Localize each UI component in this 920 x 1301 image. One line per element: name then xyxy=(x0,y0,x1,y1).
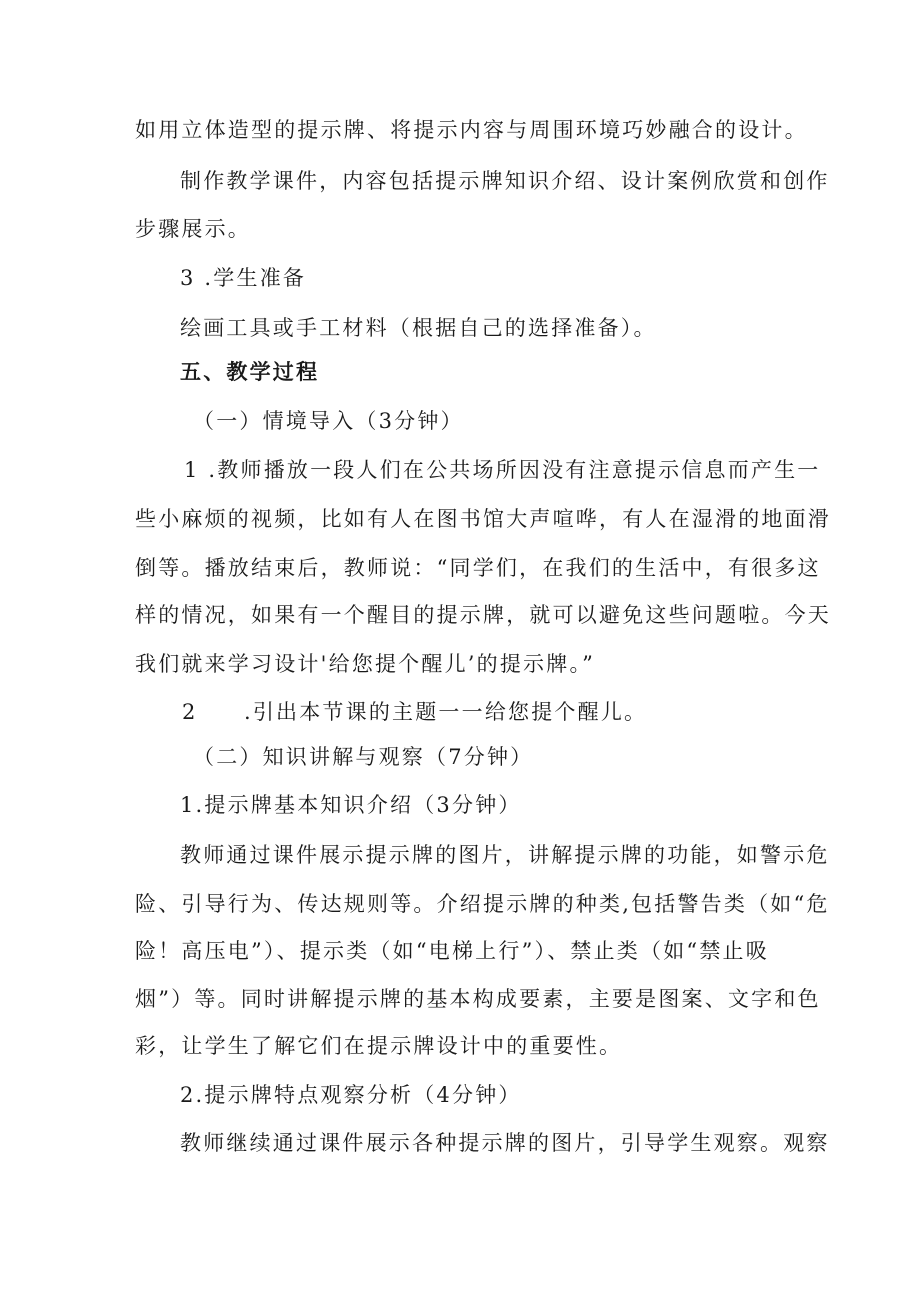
chapter-heading: 五、教学过程 xyxy=(180,359,320,384)
paragraph-line: 些小麻烦的视频，比如有人在图书馆大声喧哗，有人在湿滑的地面滑 xyxy=(135,507,831,531)
paragraph-line: 如用立体造型的提示牌、将提示内容与周围环境巧妙融合的设计。 xyxy=(135,118,808,142)
paragraph-line: 样的情况，如果有一个醒目的提示牌，就可以避免这些问题啦。今天 xyxy=(135,603,831,627)
section-heading: 3 .学生准备 xyxy=(180,266,307,290)
paragraph-line: 险！高压电”）、提示类（如“电梯上行”）、禁止类（如“禁止吸 xyxy=(135,939,769,963)
paragraph-line: 倒等。播放结束后，教师说：“同学们，在我们的生活中，有很多这 xyxy=(135,556,821,580)
paragraph-line: 制作教学课件，内容包括提示牌知识介绍、设计案例欣赏和创作 xyxy=(180,169,830,193)
item-heading: 2.提示牌特点观察分析（4分钟） xyxy=(180,1083,522,1107)
paragraph-line: 险、引导行为、传达规则等。介绍提示牌的种类,包括警告类（如“危 xyxy=(135,892,830,916)
item-heading: 1.提示牌基本知识介绍（3分钟） xyxy=(180,793,522,817)
paragraph-line: 1 .教师播放一段人们在公共场所因没有注意提示信息而产生一 xyxy=(184,458,821,482)
paragraph-line: 绘画工具或手工材料（根据自己的选择准备）。 xyxy=(180,316,657,340)
paragraph-line: 我们就来学习设计'给您提个醒儿’的提示牌。” xyxy=(135,652,596,676)
paragraph-line: 教师通过课件展示提示牌的图片，讲解提示牌的功能，如警示危 xyxy=(180,843,830,867)
paragraph-line: 烟”）等。同时讲解提示牌的基本构成要素，主要是图案、文字和色 xyxy=(135,987,821,1011)
paragraph-line: 教师继续通过课件展示各种提示牌的图片，引导学生观察。观察 xyxy=(180,1131,830,1155)
subsection-heading: （一）情境导入（3分钟） xyxy=(193,409,464,433)
paragraph-line: 彩，让学生了解它们在提示牌设计中的重要性。 xyxy=(135,1034,623,1058)
paragraph-line: 步骤展示。 xyxy=(135,217,251,241)
subsection-heading: （二）知识讲解与观察（7分钟） xyxy=(193,745,534,769)
paragraph-line: 2 .引出本节课的主题一一给您提个醒儿。 xyxy=(182,700,648,724)
